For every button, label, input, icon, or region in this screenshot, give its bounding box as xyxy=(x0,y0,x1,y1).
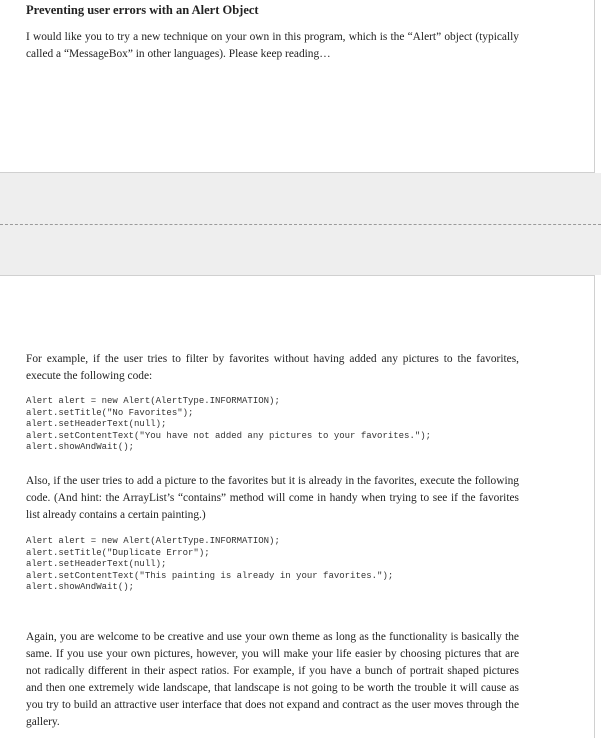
code-line: alert.setContentText("You have not added any pictures to your favorites."); xyxy=(26,430,432,441)
intro-paragraph: I would like you to try a new technique on your own in this program, which is the “Alert” object (typically called a “MessageBox” in other languages). Please keep reading… xyxy=(26,31,519,60)
paragraph-duplicate: Also, if the user tries to add a picture to the favorites but it is already in the favorites, execute the following code. (And hint: the ArrayList’s “contains” method will come in handy when trying to see if the favorites list already contains a certain painting.) xyxy=(26,475,519,521)
code-line: alert.setContentText("This painting is already in your favorites."); xyxy=(26,570,394,581)
section-title: Preventing user errors with an Alert Object xyxy=(26,3,259,17)
document-page-2 xyxy=(0,275,595,738)
code-line: alert.showAndWait(); xyxy=(26,582,135,593)
code-block-no-favorites xyxy=(26,396,566,454)
code-line: alert.setTitle("Duplicate Error"); xyxy=(26,547,210,558)
code-line: alert.setTitle("No Favorites"); xyxy=(26,407,194,418)
document-page-1 xyxy=(0,0,595,173)
code-line: alert.showAndWait(); xyxy=(26,442,135,453)
code-line: Alert alert = new Alert(AlertType.INFORMATION); xyxy=(26,536,280,546)
paragraph-filter-favorites: For example, if the user tries to filter by favorites without having added any pictures to the favorites, execute the following code: xyxy=(26,353,519,382)
code-line: Alert alert = new Alert(AlertType.INFORMATION); xyxy=(26,396,280,406)
paragraph-creative-theme: Again, you are welcome to be creative and use your own theme as long as the functionality is basically the same. If you use your own pictures, however, you will make your life easier by choosing pictures that are not radically different in their aspect ratios. For example, if you have a bunch of portrait shaped pictures and then one extremely wide landscape, that landscape is not going to be worth the trouble it will cause as you try to build an attractive user interface that does not expand and contract as the user moves through the gallery. xyxy=(26,631,519,728)
code-line: alert.setHeaderText(null); xyxy=(26,419,167,430)
code-line: alert.setHeaderText(null); xyxy=(26,559,167,570)
page-break-divider xyxy=(0,224,601,225)
code-block-duplicate-error xyxy=(26,536,566,594)
